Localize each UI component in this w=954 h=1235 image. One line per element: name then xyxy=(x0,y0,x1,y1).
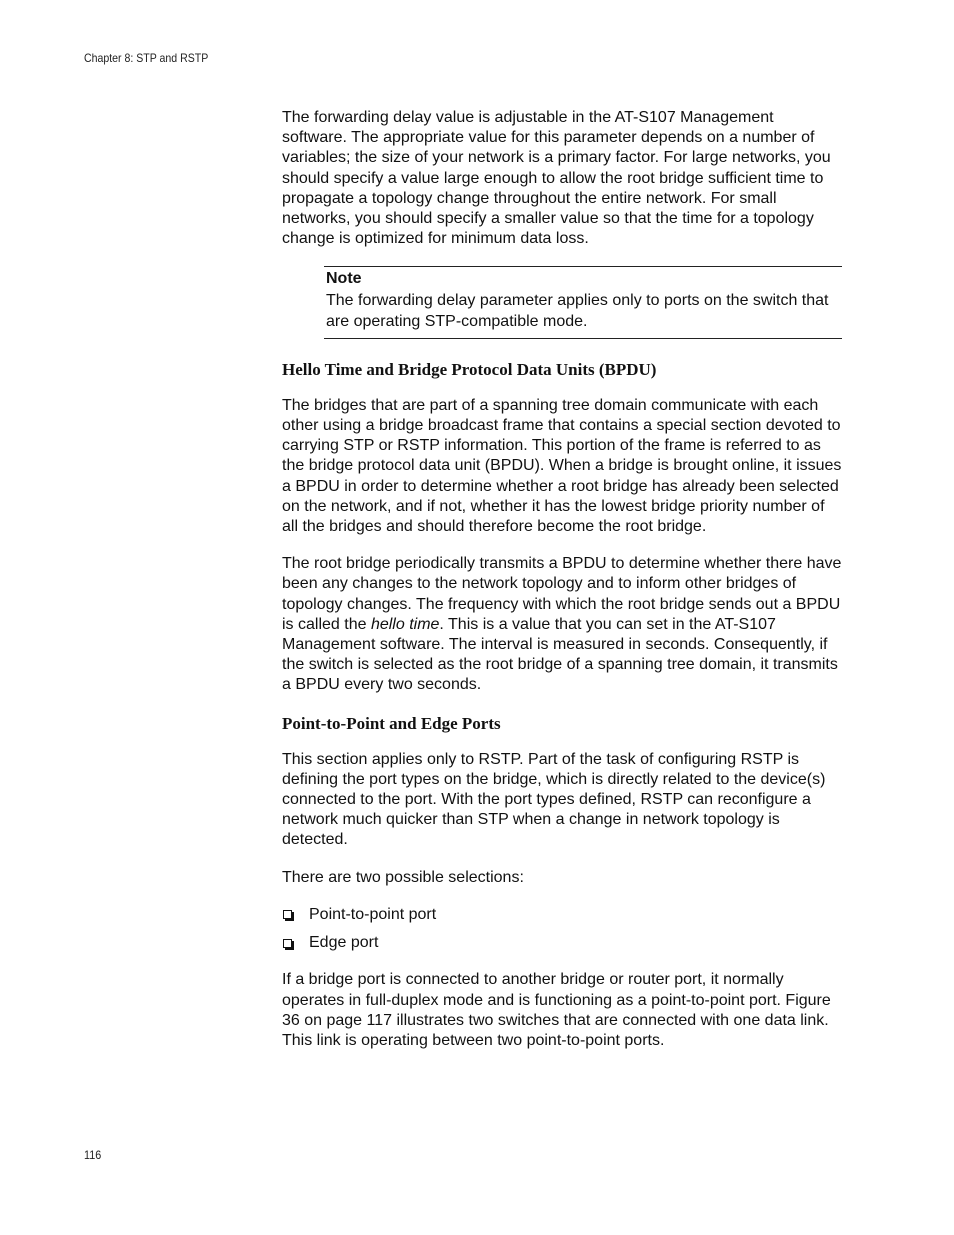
paragraph-rstp-port-types: This section applies only to RSTP. Part of the task of configuring RSTP is defining the port types on the bridge, which is directly related to the device(s) connected to the port. With the port types defined, RSTP can reconfigure a network much quicker than STP when a change in network topology is detected. xyxy=(282,750,826,849)
section-heading-hello-time: Hello Time and Bridge Protocol Data Units (BPDU) xyxy=(282,359,657,379)
paragraph-point-to-point: If a bridge port is connected to another bridge or router port, it normally operates in full-duplex mode and is functioning as a point-to-point port. Figure 36 on page 117 illustrates two switches that are connected with one data link. This link is operating between two point-to-point ports. xyxy=(282,971,831,1049)
note-box xyxy=(324,266,842,338)
page-content xyxy=(282,108,842,1068)
note-text: The forwarding delay parameter applies only to ports on the switch that are operating STP-compatible mode. xyxy=(326,292,829,330)
list-item-label: Edge port xyxy=(309,934,379,952)
paragraph-selections-intro: There are two possible selections: xyxy=(282,868,524,886)
paragraph-hello-time-part1: The root bridge periodically transmits a BPDU to determine whether there have been any changes to the network topology and to inform other bridges of topology changes. The frequency with which the root bridge sends out a BPDU is called the xyxy=(282,555,842,633)
paragraph-forwarding-delay: The forwarding delay value is adjustable in the AT-S107 Management software. The appropriate value for this parameter depends on a number of variables; the size of your network is a primary factor. For large networks, you should specify a value large enough to allow the root bridge sufficient time to propagate a topology change throughout the entire network. For small networks, you should specify a smaller value so that the time for a topology change is optimized for minimum data loss. xyxy=(282,109,831,248)
list-item xyxy=(282,905,842,925)
section-heading-port-types: Point-to-Point and Edge Ports xyxy=(282,713,501,733)
paragraph-hello-time-part2: . This is a value that you can set in the AT-S107 Management software. The interval is measured in seconds. Consequently, if the switch is selected as the root bridge of a spanning tree domain, it transmits a BPDU every two seconds. xyxy=(282,615,838,694)
running-header: Chapter 8: STP and RSTP xyxy=(84,51,209,65)
note-title: Note xyxy=(326,270,362,288)
paragraph-hello-time xyxy=(282,554,842,695)
paragraph-bpdu-intro: The bridges that are part of a spanning tree domain communicate with each other using a bridge broadcast frame that contains a special section devoted to carrying STP or RSTP information. This portion of the frame is referred to as the bridge protocol data unit (BPDU). When a bridge is brought online, it issues a BPDU in order to determine whether a root bridge has already been selected on the network, and if not, whether it has the lowest bridge priority number of all the bridges and should therefore become the root bridge. xyxy=(282,396,842,536)
checkbox-bullet-icon xyxy=(283,939,292,948)
checkbox-bullet-icon xyxy=(283,910,292,919)
list-item-label: Point-to-point port xyxy=(309,905,437,923)
hello-time-term: hello time xyxy=(370,615,440,633)
list-item xyxy=(282,933,842,953)
page-number: 116 xyxy=(84,1148,102,1162)
selection-list xyxy=(282,905,842,953)
